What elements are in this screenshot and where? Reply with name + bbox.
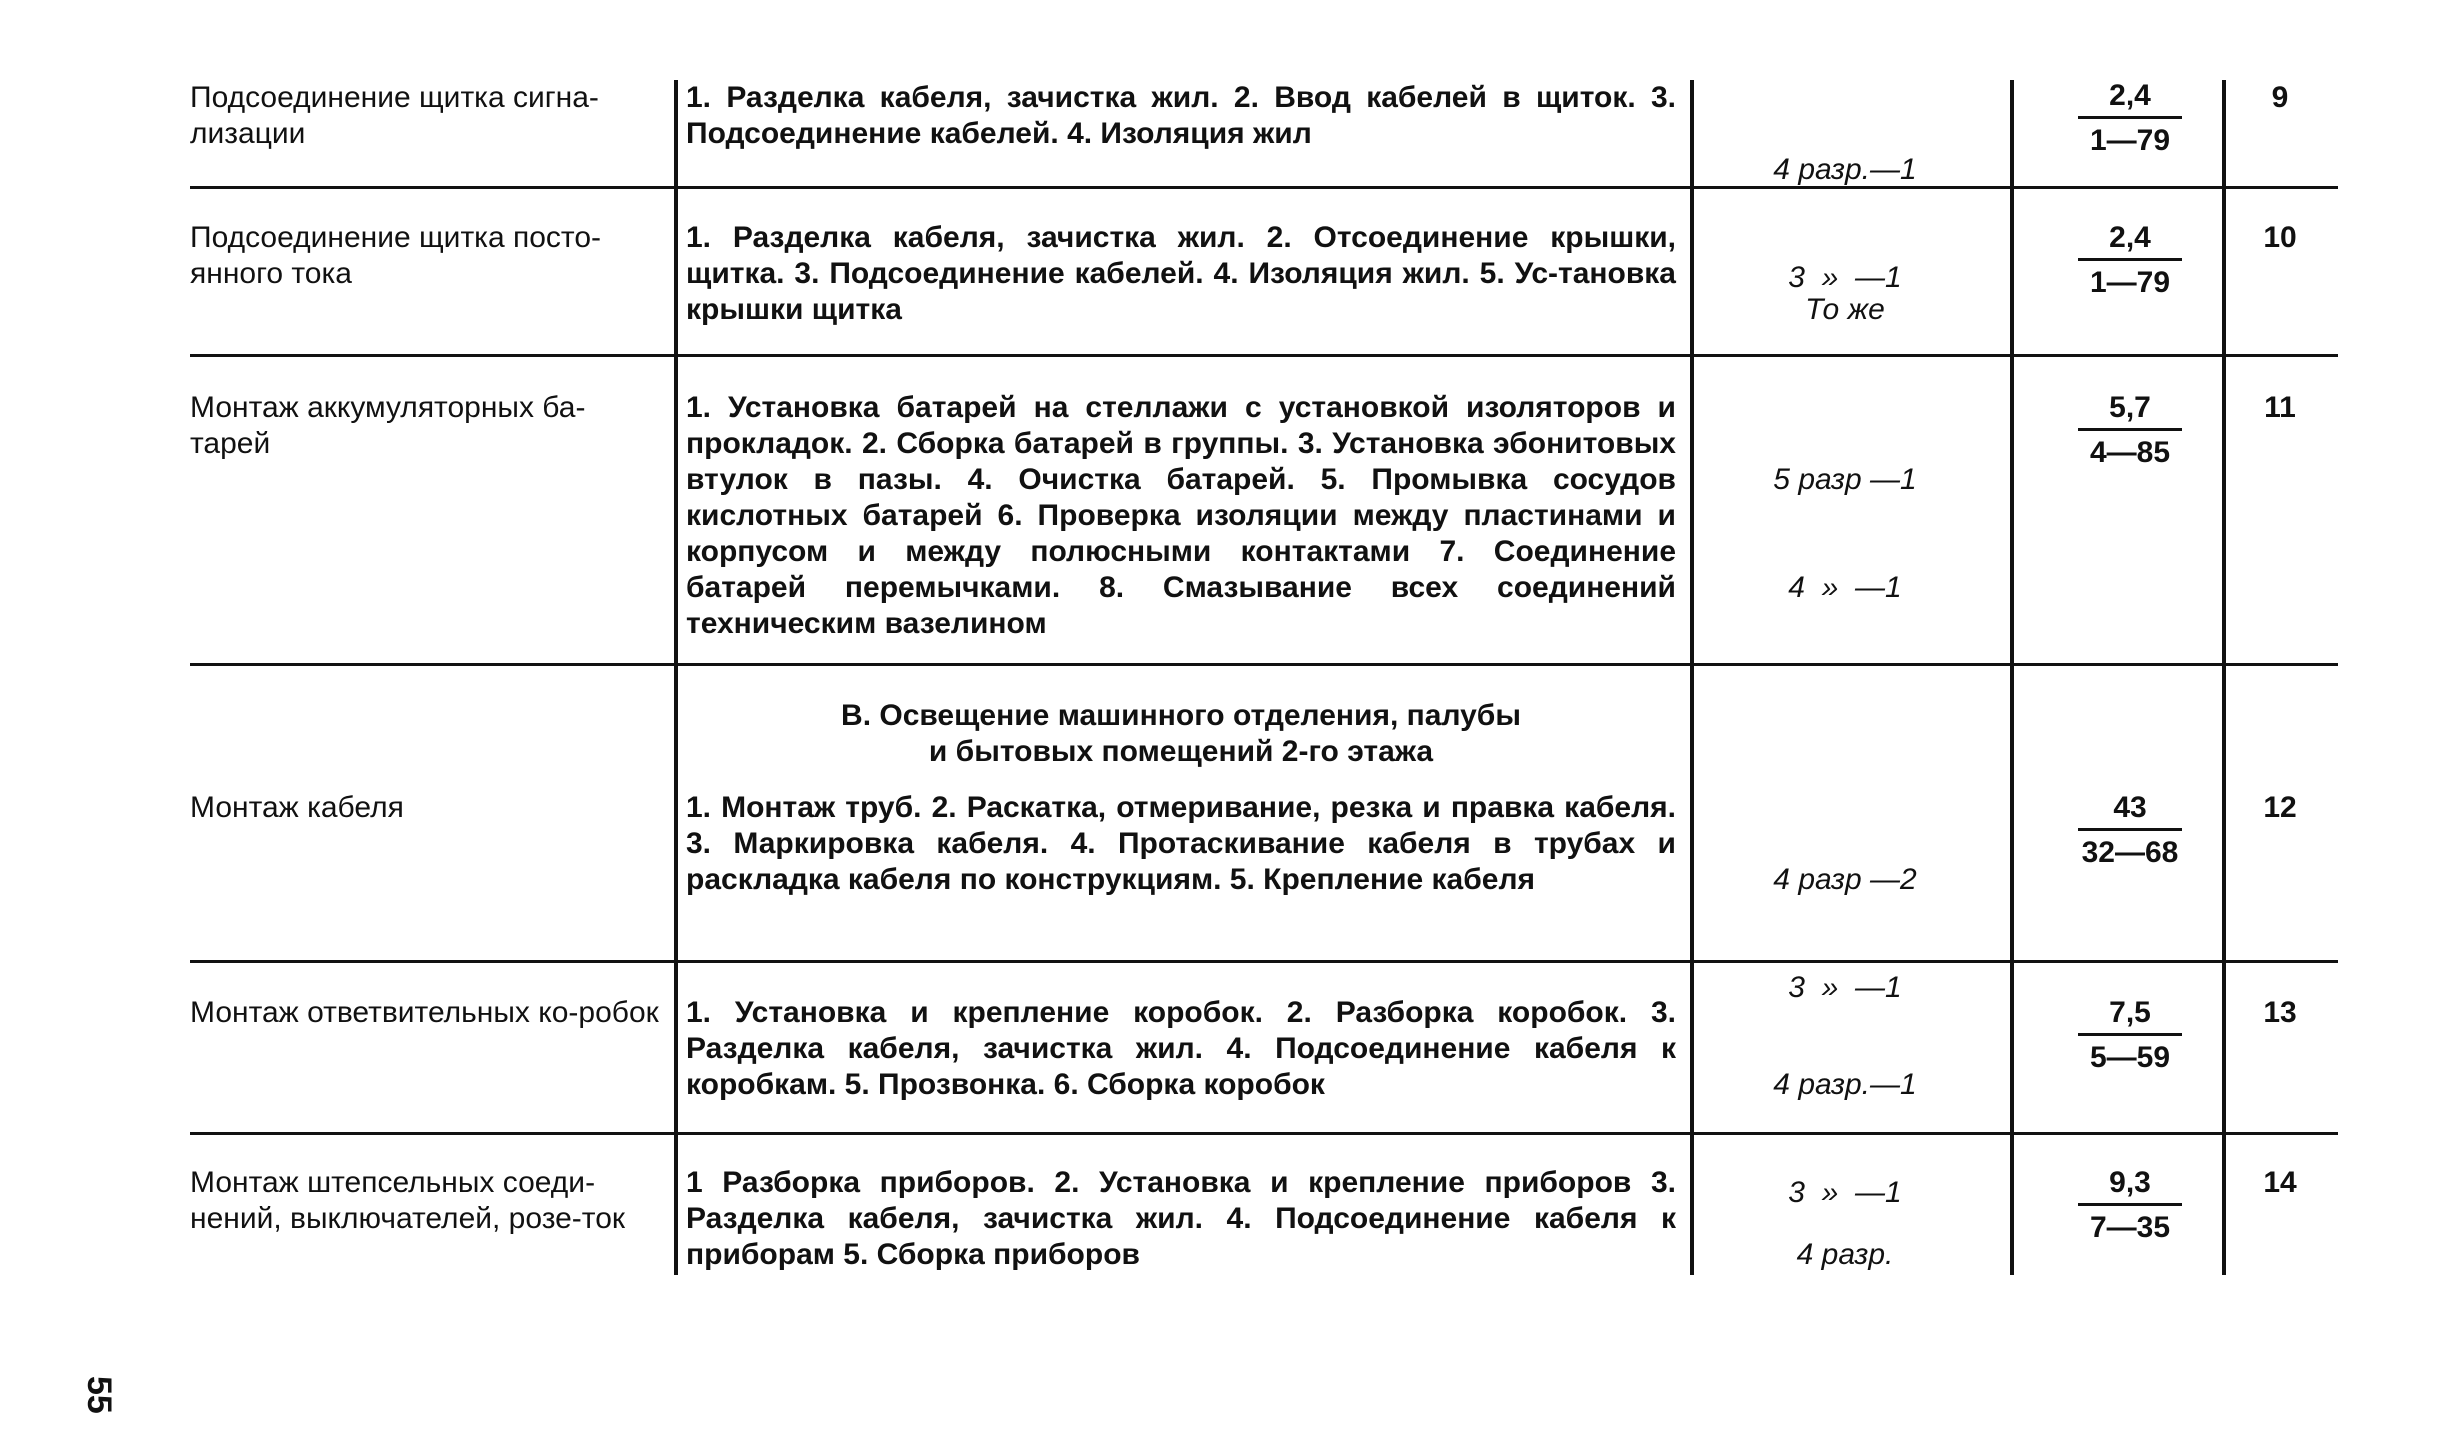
row-number: 10 bbox=[2263, 221, 2297, 254]
operation-name: Монтаж штепсельных соеди-нений, выключателей, розе-ток bbox=[190, 1166, 626, 1235]
time-norm bbox=[2050, 218, 2210, 303]
row-divider bbox=[190, 960, 2338, 963]
worker-grade-line: 3 » —1 bbox=[1788, 971, 1902, 1004]
time-norm bbox=[2050, 1163, 2210, 1248]
norm-denominator: 5—59 bbox=[2089, 1041, 2171, 1074]
row-number: 12 bbox=[2263, 791, 2297, 824]
work-description: 1. Разделка кабеля, зачистка жил. 2. Отсоединение крышки, щитка. 3. Подсоединение кабелей. 4. Изоляция жил. 5. Ус-тановка крышки щитка bbox=[686, 221, 1676, 326]
worker-grade bbox=[1700, 390, 1990, 678]
operation-name: Монтаж ответвительных ко-робок bbox=[190, 996, 659, 1029]
row-number: 11 bbox=[2264, 391, 2296, 424]
operation-name: Монтаж кабеля bbox=[190, 791, 404, 824]
page-number: 55 bbox=[80, 1376, 118, 1414]
row-number: 13 bbox=[2263, 996, 2297, 1029]
time-norm bbox=[2050, 788, 2210, 873]
work-description: 1 Разборка приборов. 2. Установка и крепление приборов 3. Разделка кабеля, зачистка жил. 4. Подсоединение кабеля к приборам 5. Сборка приборов bbox=[686, 1166, 1676, 1271]
column-divider bbox=[1690, 80, 1694, 1275]
norm-denominator: 1—79 bbox=[2089, 266, 2171, 299]
worker-grade-line: 4 разр. bbox=[1796, 1238, 1894, 1271]
norm-numerator: 5,7 bbox=[2109, 391, 2151, 424]
operation-name: Подсоединение щитка посто-янного тока bbox=[190, 221, 601, 290]
norm-numerator: 2,4 bbox=[2109, 221, 2151, 254]
worker-grade-line: 3 » —1 bbox=[1788, 1176, 1902, 1209]
worker-grade-line: 4 разр.—1 bbox=[1773, 1068, 1917, 1101]
row-number: 14 bbox=[2263, 1166, 2297, 1199]
row-divider bbox=[190, 354, 2338, 357]
worker-grade-line: 5 разр —1 bbox=[1773, 463, 1917, 496]
norm-numerator: 7,5 bbox=[2109, 996, 2151, 1029]
work-description: 1. Установка и крепление коробок. 2. Разборка коробок. 3. Разделка кабеля, зачистка жил. 4. Подсоединение кабеля к коробкам. 5. Прозвонка. 6. Сборка коробок bbox=[686, 996, 1676, 1101]
norm-denominator: 1—79 bbox=[2089, 124, 2171, 157]
time-norm bbox=[2050, 993, 2210, 1078]
column-divider bbox=[2010, 80, 2014, 1275]
norm-denominator: 7—35 bbox=[2089, 1211, 2171, 1244]
worker-grade-line: 4 разр.—1 bbox=[1773, 153, 1917, 186]
row-divider bbox=[190, 1132, 2338, 1135]
row-number: 9 bbox=[2271, 81, 2289, 114]
worker-grade-line: 4 разр —2 bbox=[1773, 863, 1917, 896]
time-norm bbox=[2050, 76, 2210, 161]
section-heading-line: В. Освещение машинного отделения, палубы bbox=[841, 699, 1521, 732]
worker-grade-line: 3 » —1 bbox=[1788, 261, 1902, 294]
work-description: 1. Установка батарей на стеллажи с установкой изоляторов и прокладок. 2. Сборка батарей в группы. 3. Установка эбонитовых втулок в пазы. 4. Очистка батарей. 5. Промывка сосудов кислотных батарей 6. Проверка изоляции между пластинами и корпусом и между полюсными контактами 7. Соединение батарей перемычками. 8. Смазывание всех соединений техническим вазелином bbox=[686, 391, 1676, 640]
column-divider bbox=[674, 80, 678, 1275]
section-heading bbox=[686, 698, 1676, 770]
worker-grade-line: 4 » —1 bbox=[1788, 571, 1902, 604]
operation-name: Подсоединение щитка сигна-лизации bbox=[190, 81, 599, 150]
worker-grade bbox=[1700, 1165, 1990, 1345]
norm-numerator: 9,3 bbox=[2109, 1166, 2151, 1199]
worker-grade bbox=[1700, 220, 1990, 400]
worker-grade-line: То же bbox=[1805, 293, 1885, 326]
norm-numerator: 2,4 bbox=[2109, 79, 2151, 112]
norm-denominator: 32—68 bbox=[2081, 836, 2179, 869]
norm-numerator: 43 bbox=[2113, 791, 2147, 824]
time-norm bbox=[2050, 388, 2210, 473]
section-heading-line: и бытовых помещений 2-го этажа bbox=[928, 735, 1434, 768]
column-divider bbox=[2222, 80, 2226, 1275]
work-description: 1. Разделка кабеля, зачистка жил. 2. Ввод кабелей в щиток. 3. Подсоединение кабелей. 4. Изоляция жил bbox=[686, 81, 1676, 150]
operation-name: Монтаж аккумуляторных ба-тарей bbox=[190, 391, 586, 460]
row-divider bbox=[190, 186, 2338, 189]
norm-denominator: 4—85 bbox=[2089, 436, 2171, 469]
work-description: 1. Монтаж труб. 2. Раскатка, отмеривание, резка и правка кабеля. 3. Маркировка кабеля. 4. Протаскивание кабеля в трубах и раскладка кабеля по конструкциям. 5. Крепление кабеля bbox=[686, 791, 1676, 896]
row-divider bbox=[190, 663, 2338, 666]
